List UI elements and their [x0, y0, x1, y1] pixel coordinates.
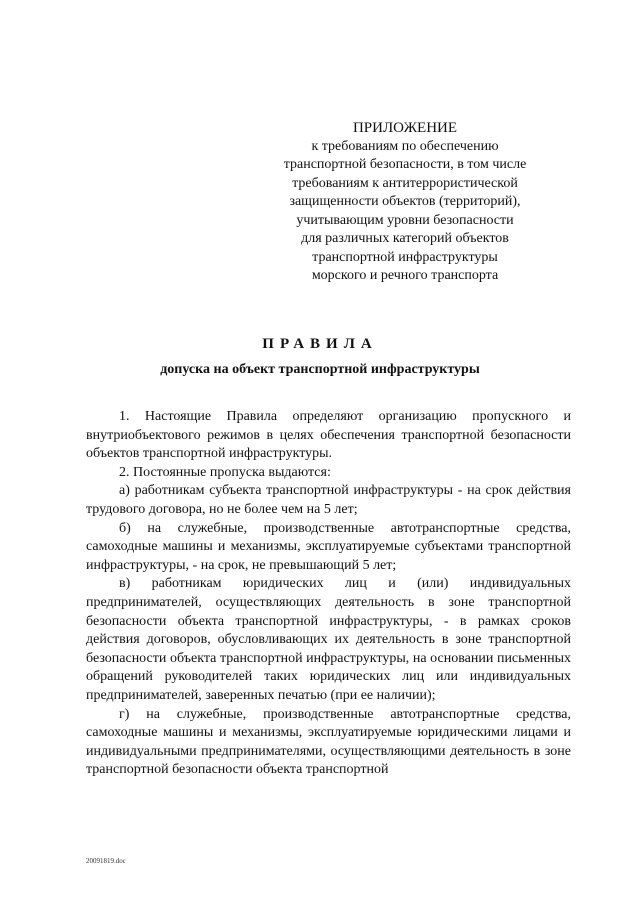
paragraph: г) на служебные, производственные автотранспортные средства, самоходные машины и механизмы, эксплуатируемые юридическими лицами и индивидуальными предпринимателями, осуществляющими деятельность в зоне транспортной безопасности объекта транспортной: [86, 706, 571, 778]
paragraph: в) работникам юридических лиц и (или) индивидуальных предпринимателей, осуществляющих деятельность в зоне транспортной безопасности объекта транспортной инфраструктуры, - в рамках сроков действия договоров, обусловливающих их деятельность в зоне транспортной безопасности объекта транспортной инфраструктуры, на основании письменных обращений руководителей таких юридических лиц или индивидуальных предпринимателей, заверенных печатью (при ее наличии);: [86, 576, 571, 703]
appendix-line: к требованиям по обеспечению: [311, 138, 499, 154]
appendix-line: для различных категорий объектов: [301, 231, 509, 246]
appendix-line: требованиям к антитеррористической: [292, 175, 518, 191]
document-body: [86, 408, 571, 780]
footer-filename: 20091819.doc: [86, 857, 126, 865]
document-subtitle: допуска на объект транспортной инфраструктуры: [160, 362, 480, 377]
paragraph: а) работникам субъекта транспортной инфраструктуры - на срок действия трудового договора, но не более чем на 5 лет;: [86, 483, 571, 517]
appendix-line: защищенности объектов (территорий),: [289, 194, 521, 209]
document-title: ПРАВИЛА: [262, 336, 378, 352]
appendix-heading: ПРИЛОЖЕНИЕ: [352, 120, 458, 136]
paragraph: 1. Настоящие Правила определяют организацию пропускного и внутриобъектового режимов в целях обеспечения транспортной безопасности объектов транспортной инфраструктуры.: [86, 409, 571, 462]
paragraph: б) на служебные, производственные автотранспортные средства, самоходные машины и механизмы, эксплуатируемые субъектами транспортной инфраструктуры, - на срок, не превышающий 5 лет;: [86, 520, 571, 573]
appendix-line: учитывающим уровни безопасности: [296, 212, 514, 228]
appendix-block: [280, 119, 530, 286]
appendix-line: транспортной безопасности, в том числе: [283, 157, 527, 172]
paragraph: 2. Постоянные пропуска выдаются:: [119, 464, 331, 480]
appendix-line: морского и речного транспорта: [311, 268, 499, 283]
appendix-line: транспортной инфраструктуры: [312, 249, 498, 265]
